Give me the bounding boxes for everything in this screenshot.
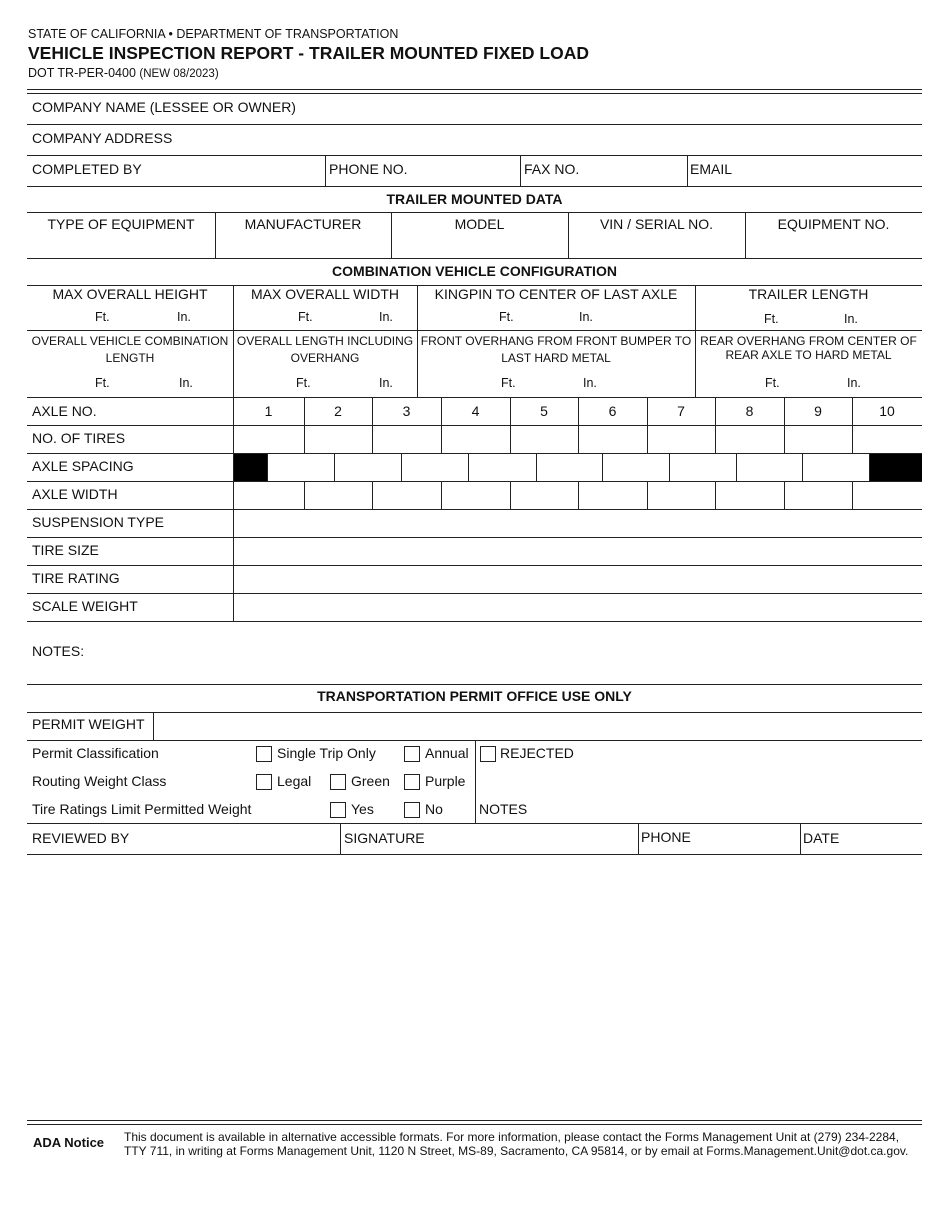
date-label: DATE [803, 830, 840, 846]
email-label: EMAIL [690, 161, 733, 177]
height-in-label: In. [177, 310, 191, 324]
vin-serial-label: VIN / SERIAL NO. [599, 216, 714, 232]
reviewer-phone-label: PHONE [641, 829, 691, 845]
green-label: Green [351, 773, 390, 789]
front-ft-label: Ft. [501, 376, 516, 390]
single-trip-checkbox[interactable] [256, 746, 272, 762]
type-of-equipment-label: TYPE OF EQUIPMENT [47, 216, 195, 232]
no-label: No [425, 801, 443, 817]
green-checkbox[interactable] [330, 774, 346, 790]
overall-combination-length-label-1: OVERALL VEHICLE COMBINATION [31, 334, 229, 348]
rear-in-label: In. [847, 376, 861, 390]
width-cell-6[interactable] [579, 482, 647, 509]
axle-no-label: AXLE NO. [32, 403, 97, 419]
width-in-label: In. [379, 310, 393, 324]
signature-label: SIGNATURE [344, 830, 425, 846]
permit-weight-field[interactable] [155, 713, 922, 740]
rejected-label: REJECTED [500, 745, 574, 761]
reviewed-by-label: REVIEWED BY [32, 830, 130, 846]
width-cell-7[interactable] [648, 482, 715, 509]
rear-ft-label: Ft. [765, 376, 780, 390]
tires-cell-7[interactable] [648, 426, 715, 453]
combination-in-label: In. [179, 376, 193, 390]
form-number-line [28, 65, 219, 82]
notes-label: NOTES: [32, 643, 85, 659]
rear-overhang-label-1: REAR OVERHANG FROM CENTER OF [700, 334, 917, 348]
tire-rating-field[interactable] [234, 566, 922, 593]
trailer-data-heading: TRAILER MOUNTED DATA [386, 191, 563, 207]
spacing-cell-1-2[interactable] [268, 454, 334, 481]
office-use-heading: TRANSPORTATION PERMIT OFFICE USE ONLY [317, 688, 632, 704]
spacing-cell-6-7[interactable] [603, 454, 669, 481]
tires-cell-3[interactable] [373, 426, 441, 453]
spacing-cell-7-8[interactable] [670, 454, 736, 481]
axle-number-5: 5 [540, 403, 548, 419]
scale-weight-label: SCALE WEIGHT [32, 598, 138, 614]
width-ft-label: Ft. [298, 310, 313, 324]
single-trip-label: Single Trip Only [277, 745, 376, 761]
permit-weight-label: PERMIT WEIGHT [32, 716, 145, 732]
axle-number-7: 7 [677, 403, 685, 419]
tires-cell-6[interactable] [579, 426, 647, 453]
width-cell-1[interactable] [234, 482, 304, 509]
no-of-tires-label: NO. OF TIRES [32, 430, 126, 446]
spacing-cell-9-10[interactable] [803, 454, 869, 481]
ada-notice-line-2: TTY 711, in writing at Forms Management Unit, 1120 N Street, MS-89, Sacramento, CA 95814, or by email at Forms.Management.Unit@dot.ca.gov. [124, 1144, 909, 1158]
phone-no-label: PHONE NO. [329, 161, 408, 177]
tires-cell-5[interactable] [511, 426, 578, 453]
annual-checkbox[interactable] [404, 746, 420, 762]
spacing-cell-8-9[interactable] [737, 454, 802, 481]
tires-cell-8[interactable] [716, 426, 784, 453]
notes-field[interactable] [90, 630, 922, 682]
tire-size-label: TIRE SIZE [32, 542, 99, 558]
axle-number-1: 1 [264, 403, 273, 419]
completed-by-label: COMPLETED BY [32, 161, 142, 177]
axle-number-2: 2 [334, 403, 342, 419]
axle-width-label: AXLE WIDTH [32, 486, 118, 502]
purple-label: Purple [425, 773, 466, 789]
rear-overhang-label-2: REAR AXLE TO HARD METAL [725, 348, 892, 362]
equipment-no-label: EQUIPMENT NO. [777, 216, 890, 232]
tires-cell-4[interactable] [442, 426, 510, 453]
axle-number-8: 8 [745, 403, 754, 419]
fax-no-label: FAX NO. [524, 161, 580, 177]
max-overall-height-label: MAX OVERALL HEIGHT [52, 286, 208, 302]
spacing-cell-3-4[interactable] [402, 454, 468, 481]
trailer-in-label: In. [844, 312, 858, 326]
suspension-type-field[interactable] [234, 510, 922, 537]
overall-length-overhang-label-1: OVERALL LENGTH INCLUDING [236, 334, 414, 348]
trailer-length-label: TRAILER LENGTH [748, 286, 869, 302]
axle-number-9: 9 [814, 403, 822, 419]
axle-spacing-label: AXLE SPACING [32, 458, 134, 474]
form-title: VEHICLE INSPECTION REPORT - TRAILER MOUNTED FIXED LOAD [28, 43, 589, 63]
spacing-cell-4-5[interactable] [469, 454, 536, 481]
legal-label: Legal [277, 773, 312, 789]
width-cell-3[interactable] [373, 482, 441, 509]
routing-weight-class-label: Routing Weight Class [32, 773, 167, 789]
no-checkbox[interactable] [404, 802, 420, 818]
axle-spacing-blocked-start [234, 454, 267, 481]
width-cell-4[interactable] [442, 482, 510, 509]
overhang-in-label: In. [379, 376, 393, 390]
tire-ratings-limit-label: Tire Ratings Limit Permitted Weight [32, 801, 252, 817]
office-notes-field[interactable] [530, 770, 922, 822]
axle-number-3: 3 [402, 403, 411, 419]
form-number: DOT TR-PER-0400 [28, 66, 136, 80]
front-overhang-label-1: FRONT OVERHANG FROM FRONT BUMPER TO [420, 334, 692, 348]
front-overhang-label-2: LAST HARD METAL [501, 351, 611, 365]
agency-line: STATE OF CALIFORNIA • DEPARTMENT OF TRANSPORTATION [28, 27, 399, 41]
legal-checkbox[interactable] [256, 774, 272, 790]
company-name-label: COMPANY NAME (LESSEE OR OWNER) [32, 99, 296, 115]
trailer-ft-label: Ft. [764, 312, 779, 326]
permit-classification-label: Permit Classification [32, 745, 159, 761]
configuration-heading: COMBINATION VEHICLE CONFIGURATION [332, 263, 617, 279]
spacing-cell-5-6[interactable] [537, 454, 602, 481]
width-cell-8[interactable] [716, 482, 784, 509]
height-ft-label: Ft. [95, 310, 110, 324]
tires-cell-1[interactable] [234, 426, 304, 453]
annual-label: Annual [425, 745, 469, 761]
axle-spacing-blocked-end [870, 454, 922, 481]
overall-combination-length-label-2: LENGTH [105, 351, 155, 365]
tires-cell-2[interactable] [305, 426, 372, 453]
purple-checkbox[interactable] [404, 774, 420, 790]
tires-cell-9[interactable] [785, 426, 852, 453]
axle-number-10: 10 [879, 403, 895, 419]
yes-checkbox[interactable] [330, 802, 346, 818]
ada-notice-label: ADA Notice [33, 1135, 105, 1150]
width-cell-10[interactable] [853, 482, 922, 509]
yes-label: Yes [351, 801, 374, 817]
suspension-type-label: SUSPENSION TYPE [32, 514, 165, 530]
model-label: MODEL [454, 216, 505, 232]
combination-ft-label: Ft. [95, 376, 110, 390]
ada-notice-line-1: This document is available in alternative accessible formats. For more information, please contact the Forms Management Unit at (279) 234-2284, [124, 1130, 900, 1144]
scale-weight-field[interactable] [234, 594, 922, 621]
max-overall-width-label: MAX OVERALL WIDTH [250, 286, 400, 302]
spacing-cell-2-3[interactable] [335, 454, 401, 481]
width-cell-9[interactable] [785, 482, 852, 509]
form-revision: (NEW 08/2023) [139, 68, 219, 80]
overhang-ft-label: Ft. [296, 376, 311, 390]
manufacturer-label: MANUFACTURER [244, 216, 362, 232]
company-address-label: COMPANY ADDRESS [32, 130, 173, 146]
kingpin-in-label: In. [579, 310, 593, 324]
width-cell-5[interactable] [511, 482, 578, 509]
tire-size-field[interactable] [234, 538, 922, 565]
tires-cell-10[interactable] [853, 426, 922, 453]
office-notes-label: NOTES [479, 801, 528, 817]
tire-rating-label: TIRE RATING [32, 570, 120, 586]
axle-number-6: 6 [608, 403, 617, 419]
axle-number-4: 4 [471, 403, 480, 419]
kingpin-label: KINGPIN TO CENTER OF LAST AXLE [434, 286, 678, 302]
kingpin-ft-label: Ft. [499, 310, 514, 324]
overall-length-overhang-label-2: OVERHANG [290, 351, 360, 365]
width-cell-2[interactable] [305, 482, 372, 509]
front-in-label: In. [583, 376, 597, 390]
rejected-checkbox[interactable] [480, 746, 496, 762]
